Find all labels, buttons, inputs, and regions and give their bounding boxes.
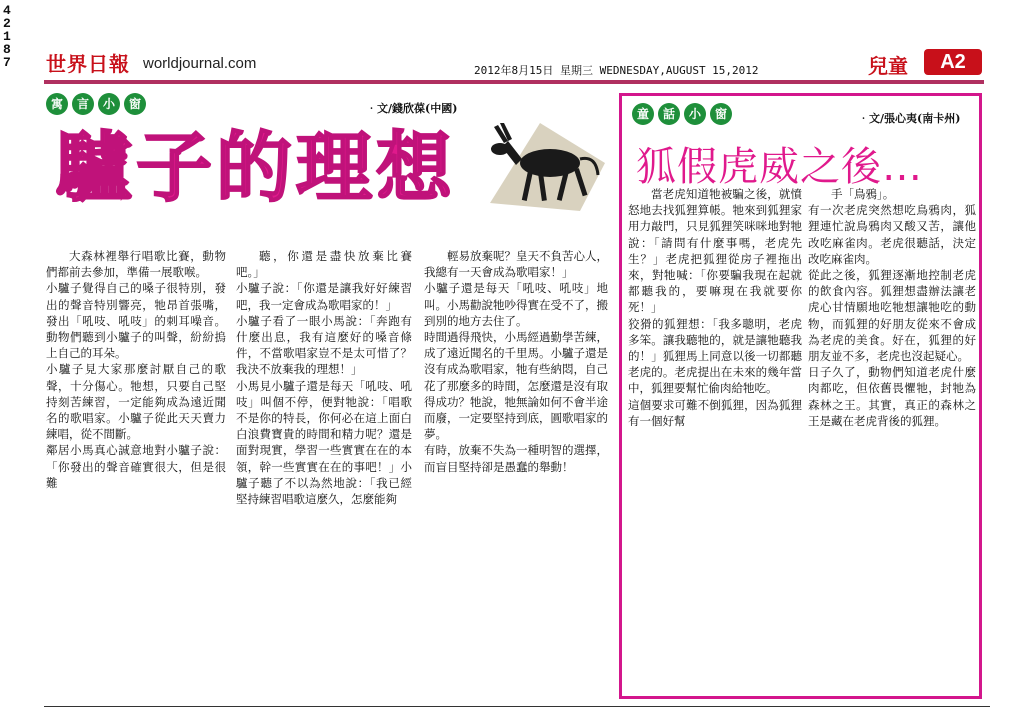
header-rule [44,80,984,84]
left-article-author: ‧文/錢欣葆(中國) [366,102,458,115]
column-text: 輕易放棄呢？皇天不負苦心人，我總有一天會成為歌唱家！」 小驢子還是每天「吼吱、吼吱」地叫。小馬勸說牠吵得實在受不了，搬到別的地方去住了。 時間過得飛快，小馬經過勤學苦練，成了遠近聞名的千里馬。小驢子還是沒有成為歌唱家，牠有些納悶，自己花了那麼多的時間，怎麼還是沒有取得成功？牠說，牠無論如何不會半途而廢，一定要堅持到底，圓歌唱家的夢。 有時，放棄不失為一種明智的選擇，而盲目堅持卻是愚蠢的舉動！ [424,249,608,474]
badge-char: 小 [684,103,706,125]
donkey-icon [480,103,610,215]
footer-rule [44,706,990,707]
badge-char: 話 [658,103,680,125]
badge-char: 窗 [710,103,732,125]
left-article-title: 驢子的理想 [56,123,456,212]
section-name: 兒童 [868,54,908,78]
right-article-column-2 [808,186,976,694]
column-text: 聽，你還是盡快放棄比賽吧。」 小驢子說：「你還是讓我好好練習吧，我一定會成為歌唱家的！」 小驢子看了一眼小馬說：「奔跑有什麼出息，我有這麼好的嗓音條件，不當歌唱家豈不是太可惜了？我決不放棄我的理想！」 小馬見小驢子還是每天「吼吱、吼吱」叫個不停，便對牠說：「唱歌不是你的特長，你何必在這上面白白浪費寶貴的時間和精力呢？還是面對現實，學習一些實實在在的本領，幹一些實實在在的事吧！」小驢子聽了不以為然地說：「我已經堅持練習唱歌這麼久，怎麼能夠 [236,249,412,507]
column-text: 大森林裡舉行唱歌比賽，動物們都前去參加，準備一展歌喉。 小驢子覺得自己的嗓子很特別，發出的聲音特別響亮，牠昂首張嘴，發出「吼吱、吼吱」的刺耳噪音。動物們聽到小驢子的叫聲，紛紛摀上自己的耳朵。 小驢子見大家那麼討厭自己的歌聲，十分傷心。牠想，只要自己堅持刻苦練習，一定能夠成為遠近聞名的歌唱家。小驢子從此天天賣力練唱，從不間斷。 鄰居小馬真心誠意地對小驢子說：「你發出的聲音確實很大，但是很難 [46,249,226,490]
left-article-column-2 [236,248,412,696]
masthead-url: worldjournal.com [143,55,257,72]
left-column-badges [46,93,146,115]
badge-char: 言 [72,93,94,115]
right-article-column-1 [628,186,802,694]
badge-char: 寓 [46,93,68,115]
margin-page-number: 4 2 1 8 7 [3,3,11,70]
badge-char: 童 [632,103,654,125]
left-article-column-1 [46,248,226,696]
column-text: 手「鳥鴉」。 有一次老虎突然想吃鳥鴉肉，狐狸連忙說鳥鴉肉又酸又苦，讓他改吃麻雀肉。老虎很聽話，決定改吃麻雀肉。 從此之後，狐狸逐漸地控制老虎的飲食內容。狐狸想盡辦法讓老虎心甘情願地吃牠想讓牠吃的動物，而狐狸的好朋友從來不會成為老虎的美食。好在，狐狸的好朋友並不多，老虎也沒起疑心。 日子久了，動物們知道老虎什麼肉都吃，但依舊畏懼牠，封牠為森林之王。其實，真正的森林之王是藏在老虎背後的狐狸。 [808,187,976,428]
left-article-column-3 [424,248,608,696]
badge-char: 窗 [124,93,146,115]
badge-char: 小 [98,93,120,115]
column-text: 當老虎知道牠被騙之後，就憤怒地去找狐狸算帳。牠來到狐狸家用力敲門，只見狐狸笑咪咪地對牠說：「請問有什麼事嗎，老虎先生？」老虎把狐狸從房子裡拖出來，對牠喊：「你要騙我現在起就都聽我的，要嘛現在我就要你死！」 狡猾的狐狸想：「我多聰明，老虎多笨。讓我聽牠的，就是讓牠聽我的！」狐狸馬上同意以後一切都聽老虎的。老虎提出在未來的幾年當中，狐狸要幫忙偷肉給牠吃。 這個要求可難不倒狐狸，因為狐狸有一個好幫 [628,187,802,428]
header-date: 2012年8月15日 星期三 WEDNESDAY,AUGUST 15,2012 [474,64,759,77]
right-article-title: 狐假虎威之後… [636,144,923,190]
right-article-author: ‧文/張心夷(南卡州) [858,112,961,125]
right-column-badges [632,103,732,125]
masthead-logo: 世界日報 [46,52,130,76]
page-badge: A2 [924,49,982,75]
